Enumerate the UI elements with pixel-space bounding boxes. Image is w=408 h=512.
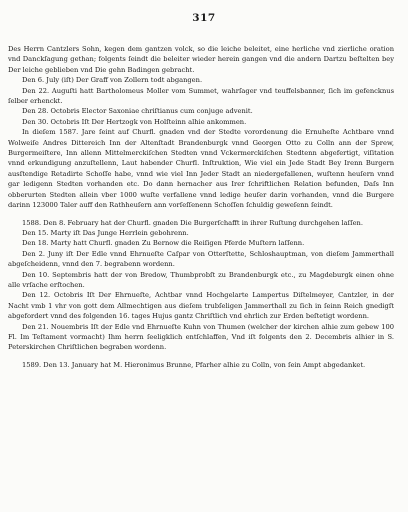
document-body [8, 44, 394, 370]
paragraph-moller: Den 22. Auguſti hatt Bartholomeus Moller vom Summet, wahrſager vnd teuffelsbanner, ſich im gefencknus ſelber erhenckt. [8, 86, 394, 106]
paragraph-elector-saxoniae: Den 28. Octobris Elector Saxoniae chriſtianus cum conjuge advenit. [22, 107, 253, 116]
paragraph-distelmeyer: Den 12. Octobris Iſt Der Ehrnueſte, Achtbar vnnd Hochgelarte Lampertus Diſtelmeyer, Cantzler, in der Nacht vmb 1 vhr von gott dem Allmechtigen aus dieſem trubſeligen Jammerthall zu ſich in ſeinn Reich gnedigſt abgefordert vnnd des folgenden 16. tages Hujus gantz Chriſtlich vnd ehrlich zur Erden beſtetigt wordenn. [8, 291, 394, 321]
paragraph-bredow: Den 10. Septembris hatt der von Bredow, Thumbprobſt zu Brandenburgk etc., zu Magdeburgk einen ohne alle vrſache erſtochen. [8, 270, 394, 289]
paragraph-thumen: Den 21. Nouembris Iſt der Edle vnd Ehrnueſte Kuhn von Thumen (welcher der kirchen alhie zum gebew 100 Fl. Im Teſtament vormacht) Ihm herrn ſeeligklich entſchlaffen, Vnd iſt folgents den 2. Decembris alhier in S. Peterskirchen Chriſtlichen begraben wordenn. [8, 322, 394, 352]
paragraph-1588-february: 1588. Den 8. February hat der Churfl. gnaden Die Burgerſchafft in ihrer Ruſtung durchgehen laſſen. [22, 218, 363, 227]
paragraph-graf-zollern: Den 6. July (iſt) Der Graff von Zollern todt abgangen. [22, 76, 203, 85]
paragraph-marty-15: Den 15. Marty iſt Das Junge Herrlein gebohrenn. [22, 228, 189, 237]
paragraph-visitation-1587: In dieſem 1587. Jare ſeint auf Churfl. gnaden vnd der Stedte vorordenung die Ernuheſte Achtbare vnnd Wolweiſe Andres Dittereich Inn der Altenſtadt Brandenburgk vnnd Georgen Otto zu Colln ann der Sprew, Burgermeiſtere, Inn allenn Mittelmerckiſchen Stedten vnnd Vckermerckiſchen Stedtenn abgefertigt, viſitation vnnd erkundigung anzuſtellenn, Laut habender Churfl. Inſtruktion, Wie viel ein Jede Stadt Bey Irenn Burgern ausſtendige Retadirte Schoſſe habe, vnnd wie viel Inn Jeder Stadt an niedergefallenen, wuſtenn heuſern vnnd gar ledigenn Stedten vorhanden etc. Do dann hernacher aus Irer ſchriftlichen Relation befunden, Daſs Inn obberurten Stedten allein vber 1000 wuſte verfallene vnnd ledige heuſer darin vorhanden, vnnd die Burgere darinn 123000 Taler auff den Rathheuſern ann vorſeſſenenn Schoſſen ſchuldig geweſenn ſeindt. [8, 128, 394, 210]
paragraph-otterstette: Den 2. Juny iſt Der Edle vnnd Ehrnueſte Caſpar von Otterſtette, Schloshauptman, von dieſem Jammerthall abgeſcheidenn, vnnd den 7. begrabenn wordenn. [8, 249, 394, 269]
paragraph-funeral-oration: Des Herrn Cantzlers Sohn, kegen dem gantzen volck, so die leiche beleitet, eine herliche vnd zierliche oration vnd Danckſagung gethan; folgents ſeindt die beleiter wieder herein gangen vnd die andern Dartzu beſtelten bey Der leiche geblieben vnd Die gehn Badingen gebracht. [8, 45, 394, 74]
paragraph-marty-18: Den 18. Marty hatt Churfl. gnaden Zu Bernow die Reiſigen Pferde Muſtern laſſenn. [22, 239, 305, 248]
paragraph-1589-brunne: 1589. Den 13. January hat M. Hieronimus Brunne, Pfarher alhie zu Colln, von ſein Ampt abgedanket. [22, 360, 366, 369]
paragraph-hertzog-holstein: Den 30. Octobris Iſt Der Hertzogk von Holſteinn alhie ankommen. [22, 117, 247, 126]
page-number: 317 [192, 12, 216, 24]
